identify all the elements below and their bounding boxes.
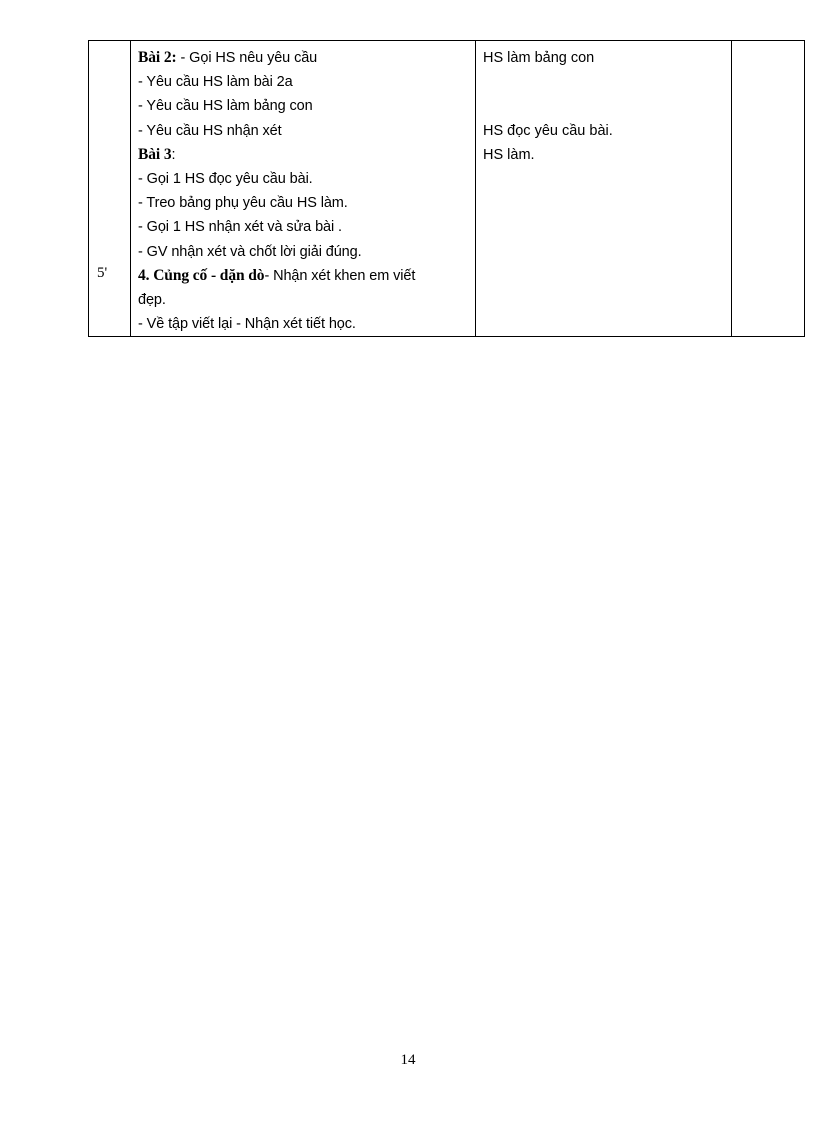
consolidation-line <box>138 264 469 288</box>
teacher-line: - Yêu cầu HS làm bảng con <box>138 98 313 115</box>
student-activity-cell <box>476 41 732 337</box>
exercise-3-line <box>138 143 469 167</box>
exercise-3-colon: : <box>171 146 176 163</box>
lesson-plan-table <box>88 40 805 337</box>
note-cell <box>732 41 805 337</box>
table-row <box>89 41 805 337</box>
time-value: 5' <box>97 265 108 281</box>
time-cell <box>89 41 131 337</box>
teacher-line: - Yêu cầu HS làm bài 2a <box>138 74 293 91</box>
teacher-line: - Về tập viết lại - Nhận xét tiết học. <box>138 316 356 333</box>
exercise-2-heading: Bài 2: <box>138 49 177 66</box>
page-number: 14 <box>400 1052 416 1068</box>
student-line: HS đọc yêu cầu bài. <box>483 122 613 139</box>
exercise-2-line <box>138 46 469 70</box>
student-line: HS làm bảng con <box>483 50 595 66</box>
exercise-2-text: - Gọi HS nêu yêu cầu <box>176 50 318 66</box>
teacher-line: - Gọi 1 HS nhận xét và sửa bài . <box>138 219 342 236</box>
teacher-line: - Yêu cầu HS nhận xét <box>138 122 282 139</box>
student-line: HS làm. <box>483 146 535 163</box>
consolidation-heading: 4. Củng cố - dặn dò <box>138 266 265 284</box>
teacher-line: - GV nhận xét và chốt lời giải đúng. <box>138 243 362 260</box>
teacher-line: - Treo bảng phụ yêu cầu HS làm. <box>138 195 348 212</box>
exercise-3-heading: Bài 3 <box>138 145 172 163</box>
teacher-line: đẹp. <box>138 292 166 309</box>
teacher-activity-cell <box>131 41 476 337</box>
teacher-line: - Gọi 1 HS đọc yêu cầu bài. <box>138 171 313 188</box>
spacer <box>483 70 725 118</box>
consolidation-text: - Nhận xét khen em viết <box>264 267 416 284</box>
